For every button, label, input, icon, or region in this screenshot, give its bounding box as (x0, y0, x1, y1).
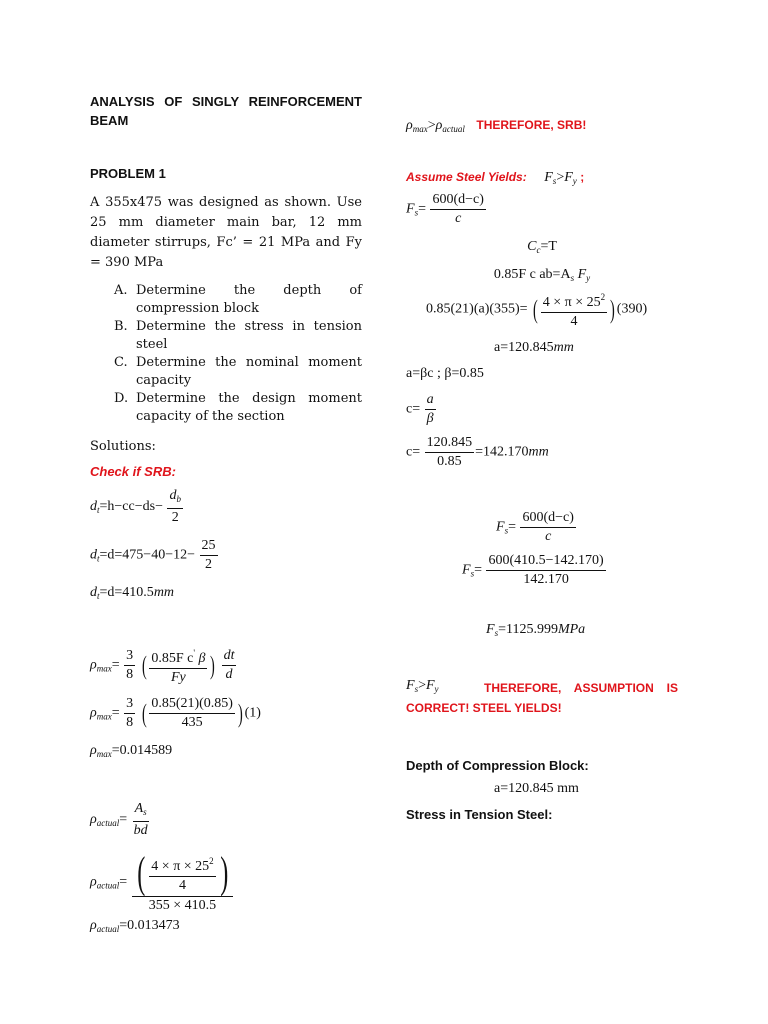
eq-den: 142.170 (523, 572, 569, 587)
eq-unit: MPa (557, 622, 586, 637)
task-text: Determine the design moment capacity of the section (136, 391, 362, 424)
right-paren: ) (237, 698, 243, 728)
equation-a-result (406, 340, 678, 356)
equation-rho-actual-substitution: $\rho_{actual}=$ ( $\frac{4 \times \pi \times 25^2}{4}$ ) 355 × 410.5 (90, 851, 362, 914)
left-paren: ( (141, 698, 147, 728)
equation-cc-t: $C_c=T$ (527, 239, 557, 255)
eq-num: 600(410.5−142.170) (486, 553, 605, 571)
equation-force-balance: 0.85F c $ab=A_s$ $F_y$ (493, 267, 591, 283)
equation-dt-formula: $d_t=h-cc-ds-$ $\frac{d_b}{2}$ (90, 488, 181, 525)
eq-num: 120.845 (425, 435, 475, 453)
fraction: $\frac{4 \times \pi \times 25^2}{4}$ (541, 289, 607, 330)
eq-num: a (426, 392, 434, 407)
srb-check-line: $\rho_{max}>\rho_{actual}$ THEREFORE, SRB! (406, 118, 587, 134)
eq-den: β (426, 411, 434, 426)
right-paren: ) (210, 650, 216, 680)
equation-c-formula (406, 392, 678, 427)
task-text: Determine the nominal moment capacity (136, 355, 362, 388)
list-marker: C. (114, 355, 128, 370)
assume-steel-yields-line: Assume Steel Yields: $F_s>F_y$ ; (406, 170, 585, 186)
list-marker: D. (114, 391, 129, 406)
depth-value: a=120.845 mm (494, 781, 579, 796)
right-paren: ) (219, 848, 229, 897)
eq-num: 600(d−c) (520, 510, 575, 528)
equation-rho-actual-formula: $\rho_{actual}=$ $\frac{A_s}{bd}$ (90, 801, 148, 838)
fs-gt-fy: $F_s>F_y$ (406, 678, 439, 694)
eq-den: c (545, 529, 552, 544)
eq-den: 4 (570, 314, 578, 329)
eq-num: 4 × π × 25 (542, 295, 601, 310)
equation-dt-result: $d_t=d=410.5mm$ (90, 585, 175, 601)
eq-text: a=βc ; β=0.85 (406, 366, 484, 381)
eq-den: 0.85 (437, 454, 462, 469)
equation-fs-substitution: $F_s=$ $\frac{600(410.5-142.170)}{142.170}$ (462, 553, 604, 587)
task-text: Determine the depth of compression block (136, 283, 362, 316)
eq-text: a=120.845 (494, 340, 554, 355)
fraction (430, 192, 485, 227)
eq-unit: mm (553, 340, 574, 355)
title-line-1: ANALYSIS OF SINGLY REINFORCEMENT (90, 94, 362, 109)
list-marker: A. (114, 283, 128, 298)
eq-text: (390) (616, 301, 648, 317)
left-paren: ( (533, 294, 538, 324)
fraction (124, 648, 135, 683)
list-item (90, 282, 362, 318)
fraction: $\frac{0.85F c' \beta}{Fy}$ (149, 645, 207, 686)
equation-fs-formula-2: $F_s=$ $\frac{600(d-c)}{c}$ (496, 510, 574, 544)
eq-text: =142.170 (475, 444, 529, 460)
fraction (486, 553, 605, 588)
eq-num: 3 (124, 648, 135, 666)
eq-text: = (111, 657, 120, 673)
left-paren: ( (136, 848, 145, 897)
conclusion-block (406, 678, 678, 718)
check-srb-heading (90, 464, 362, 480)
task-text: Determine the stress in tension steel (136, 319, 362, 352)
problem-heading: PROBLEM 1 (90, 166, 166, 181)
equation-rho-max-substitution: $\rho_{max}=$ $\frac{3}{8}$ ( $\frac{0.85(21)(0.85)}{435}$ ) (1) (90, 696, 261, 730)
eq-num: 600(d−c) (430, 192, 485, 210)
right-paren: ) (610, 294, 615, 324)
eq-den: 435 (181, 715, 203, 730)
check-srb-text: Check if SRB: (90, 464, 176, 479)
eq-text: 0.85(21)(a)(355)= (426, 301, 528, 317)
fraction: $\frac{A_s}{bd}$ (133, 801, 148, 838)
eq-den: bd (133, 823, 148, 838)
stress-heading: Stress in Tension Steel: (406, 807, 553, 822)
fraction (124, 696, 135, 731)
eq-text: =d=410.5 (99, 585, 154, 600)
eq-num: 3 (124, 696, 135, 714)
eq-text: =h−cc−ds− (99, 499, 163, 515)
fraction: $\frac{d_b}{2}$ (169, 488, 181, 525)
eq-den: 4 (178, 877, 186, 893)
equation-a-beta (406, 366, 678, 382)
eq-text: =1125.999 (498, 622, 558, 637)
equation-rho-max-result: $\rho_{max}=0.014589$ (90, 743, 173, 759)
equation-c-substitution (406, 435, 678, 470)
equation-dt-substitution: $d_t=d=475-40-12-$ $\frac{25}{2}$ (90, 538, 216, 572)
therefore-srb-text: THEREFORE, SRB! (476, 118, 587, 132)
eq-den: c (455, 211, 462, 226)
assume-steel-yields-text: Assume Steel Yields: (406, 170, 527, 184)
eq-num: 25 (200, 538, 218, 556)
eq-text: =0.014589 (111, 743, 173, 758)
document-title (90, 92, 362, 130)
eq-den: Fy (170, 670, 186, 685)
depth-heading: Depth of Compression Block: (406, 758, 589, 773)
fraction (425, 392, 436, 427)
eq-text: c= (406, 444, 421, 460)
solutions-label: Solutions: (90, 439, 156, 454)
task-list (90, 282, 362, 426)
equation-fs-result: $F_s=1125.999MPa$ (486, 622, 586, 638)
eq-unit: mm (153, 585, 175, 600)
list-item (90, 318, 362, 354)
right-column (406, 118, 678, 822)
equation-rho-actual-result: $\rho_{actual}=0.013473$ (90, 918, 180, 934)
equation-fs-formula: $F_s=$ $\frac{600(d-c)}{c}$ (406, 192, 484, 226)
eq-text: (1) (244, 705, 261, 721)
list-item (90, 354, 362, 390)
eq-num: 4 × π × 25 (151, 858, 210, 874)
left-column (90, 92, 362, 934)
eq-text: =d=475−40−12− (99, 547, 195, 563)
title-line-2: BEAM (90, 113, 129, 128)
eq-text: = (111, 705, 120, 721)
eq-den: 355 × 410.5 (148, 898, 217, 913)
eq-text: 0.85F c ab=A (493, 267, 571, 282)
eq-den: 8 (126, 667, 134, 682)
eq-unit: mm (528, 444, 549, 460)
fraction (520, 510, 575, 545)
list-item (90, 390, 362, 426)
eq-text: =0.013473 (119, 918, 180, 933)
eq-num: 0.85(21)(0.85) (149, 696, 235, 714)
equation-rho-max-formula: $\rho_{max}=$ $\frac{3}{8}$ ( $\frac{0.85F c' \beta}{Fy}$ ) $\frac{dt}{d}$ (90, 645, 362, 686)
fraction (149, 696, 235, 731)
fraction (132, 848, 234, 914)
eq-den: 8 (126, 715, 134, 730)
fraction (425, 435, 475, 470)
left-paren: ( (141, 650, 147, 680)
eq-text: c= (406, 401, 421, 417)
eq-den: 2 (171, 510, 179, 525)
list-marker: B. (114, 319, 128, 334)
eq-num: 0.85F c (151, 651, 194, 666)
fraction (200, 538, 218, 573)
eq-num: d (169, 488, 177, 503)
eq-num: dt (223, 648, 235, 663)
eq-den: 2 (205, 557, 212, 572)
fraction (222, 648, 237, 683)
eq-den: d (225, 667, 233, 682)
fraction: $\frac{4 \times \pi \times 25^2}{4}$ (149, 853, 215, 894)
problem-statement: A 355x475 was designed as shown. Use 25 mm diameter main bar, 12 mm diameter stirrups, Fc’ = 21 MPa and Fy = 390 MPa (90, 195, 362, 270)
eq-text: =T (540, 239, 557, 254)
therefore-correct-text: THEREFORE, ASSUMPTION IS CORRECT! STEEL YIELDS! (406, 681, 678, 715)
semicolon: ; (580, 170, 585, 184)
eq-num: A (134, 801, 144, 816)
equation-force-substitution (406, 289, 678, 330)
